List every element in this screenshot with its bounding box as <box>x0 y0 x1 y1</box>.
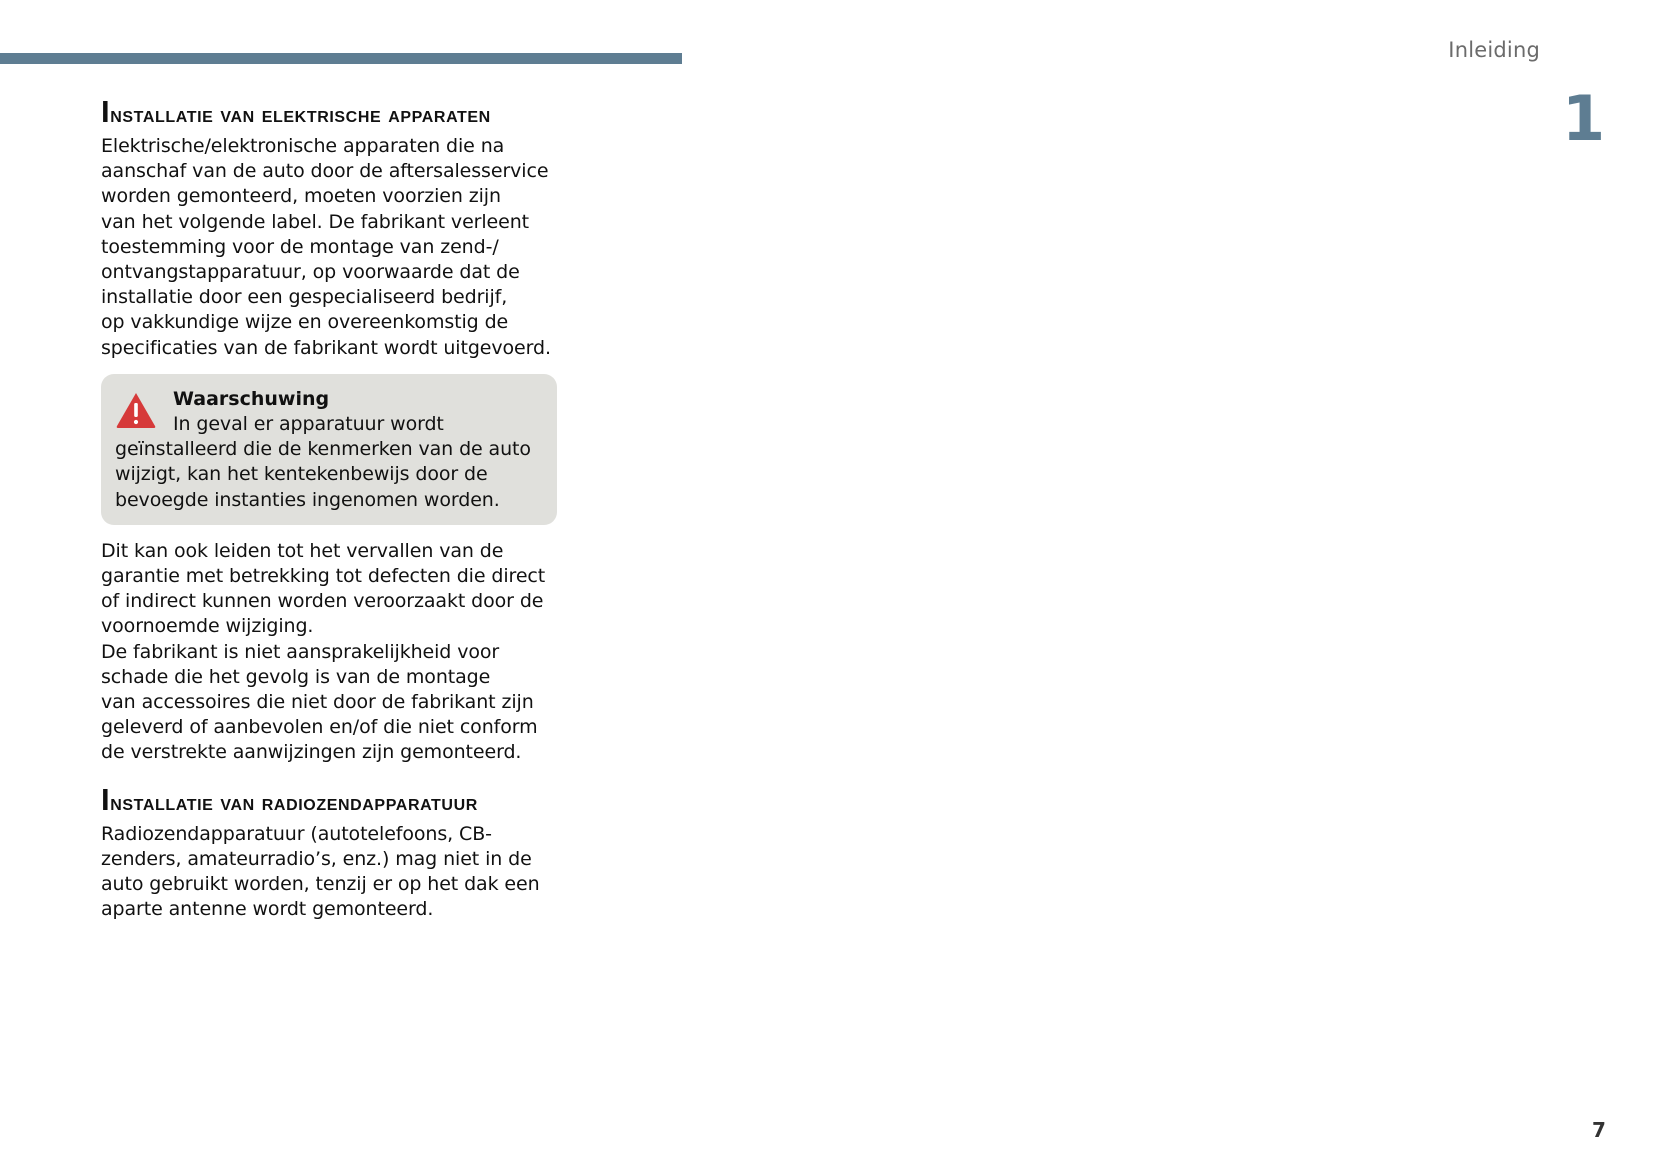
paragraph-warranty: Dit kan ook leiden tot het vervallen van de garantie met betrekking tot defecten die direct of indirect kunnen worden veroorzaakt door de voornoemde wijziging. De fabrikant is niet aansprakelijkheid voor schade die het gevolg is van de montage van accessoires die niet door de fabrikant zijn geleverd of aanbevolen en/of die niet conform de verstrekte aanwijzingen zijn gemonteerd. <box>101 539 546 764</box>
warning-text: In geval er apparatuur wordt geïnstalleerd die de kenmerken van de auto wijzigt, kan het kentekenbewijs door de bevoegde instanties ingenomen worden. <box>115 413 531 511</box>
header-accent-bar <box>0 53 682 64</box>
page-number: 7 <box>1592 1118 1606 1142</box>
paragraph-radio-equipment: Radiozendapparatuur (autotelefoons, CB- zenders, amateurradio’s, enz.) mag niet in de auto gebruikt worden, tenzij er op het dak een aparte antenne wordt gemonteerd. <box>101 822 540 921</box>
page-content <box>101 92 571 922</box>
warning-box <box>101 374 557 525</box>
heading-rest: nstallatie van radiozendapparatuur <box>110 788 478 815</box>
heading-rest: nstallatie van elektrische apparaten <box>110 101 491 127</box>
chapter-number: 1 <box>1562 82 1606 155</box>
heading-electrical-devices <box>101 92 561 134</box>
section-title: Inleiding <box>1448 38 1540 62</box>
heading-radio-equipment <box>101 780 561 822</box>
paragraph-electrical-devices: Elektrische/elektronische apparaten die na aanschaf van de auto door de aftersalesservice worden gemonteerd, moeten voorzien zijn van het volgende label. De fabrikant verleent toestemming voor de montage van zend-/ ontvangstapparatuur, op voorwaarde dat de installatie door een gespecialiseerd bedrijf, op vakkundige wijze en overeenkomstig de specificaties van de fabrikant wordt uitgevoerd. <box>101 135 551 359</box>
warning-triangle-icon <box>115 391 157 429</box>
warning-title: Waarschuwing <box>173 387 330 410</box>
heading-initial: I <box>101 781 111 817</box>
heading-initial: I <box>101 94 111 129</box>
